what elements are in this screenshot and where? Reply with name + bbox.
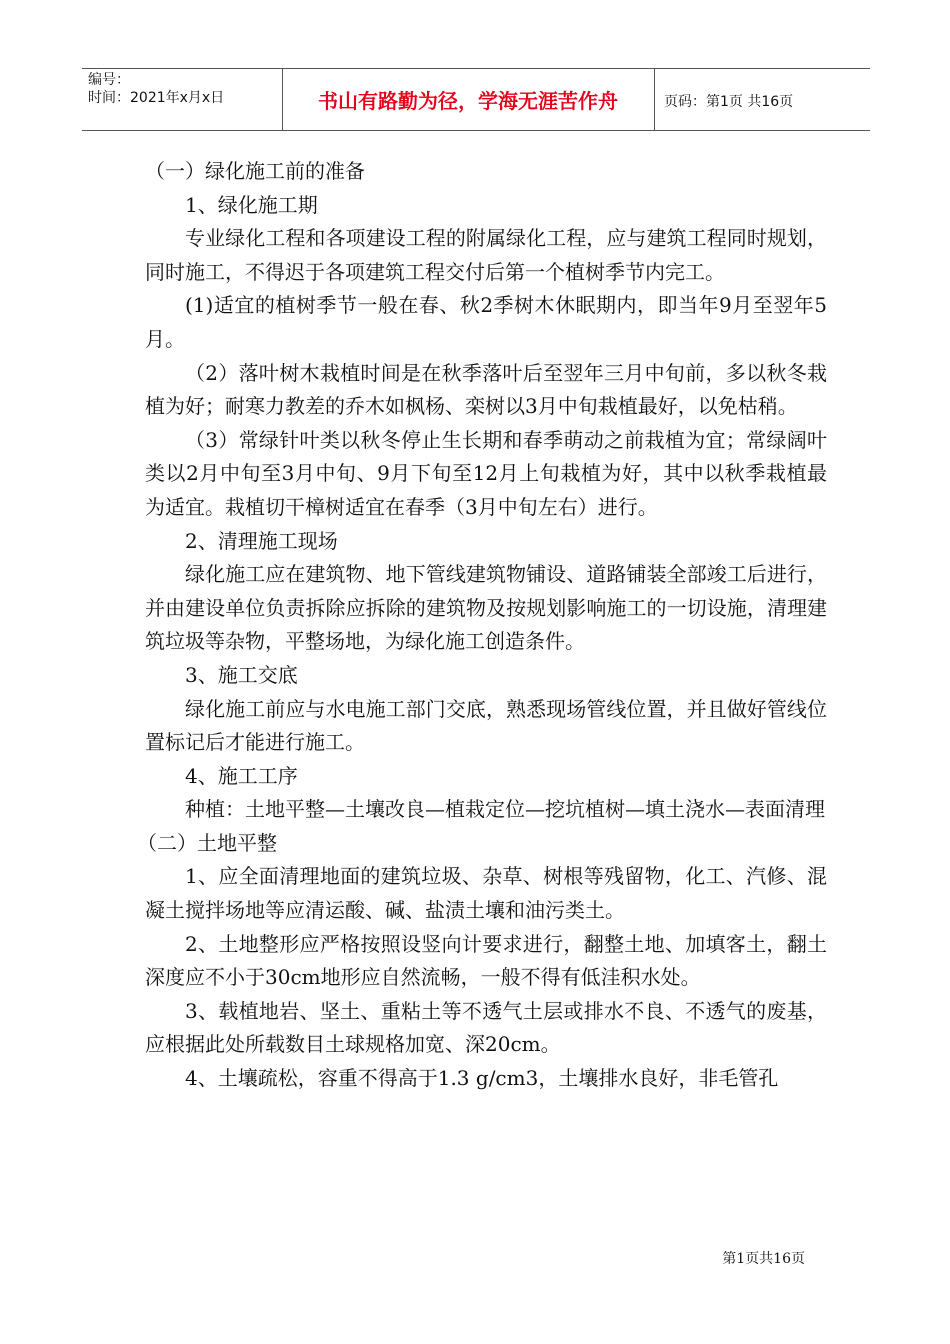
paragraph: （3）常绿针叶类以秋冬停止生长期和春季萌动之前栽植为宜；常绿阔叶类以2月中旬至3月中旬、9月下旬至12月上旬栽植为好，其中以秋季栽植最为适宜。栽植切干樟树适宜在春季（3月中旬左右）进行。	[145, 427, 827, 519]
page-footer: 第1页共16页	[722, 1251, 805, 1267]
header-meta-cell	[82, 69, 283, 130]
paragraph: 2、土地整形应严格按照设竖向计要求进行，翻整土地、加填客土，翻土深度应不小于30cm地形应自然流畅，一般不得有低洼积水处。	[145, 931, 827, 990]
subsection-heading: 4、施工工序	[185, 763, 298, 788]
section-heading: （二）土地平整	[137, 830, 277, 855]
header-page-label: 页码：第1页 共16页	[664, 94, 794, 110]
subsection-heading: 2、清理施工现场	[185, 528, 338, 553]
paragraph: 专业绿化工程和各项建设工程的附属绿化工程，应与建筑工程同时规划，同时施工，不得迟于各项建筑工程交付后第一个植树季节内完工。	[145, 226, 827, 284]
time-label: 时间：2021年x月x日	[88, 90, 225, 106]
number-label: 编号：	[88, 72, 130, 88]
subsection-heading: 3、施工交底	[185, 662, 298, 687]
paragraph: 1、应全面清理地面的建筑垃圾、杂草、树根等残留物，化工、汽修、混凝土搅拌场地等应清运酸、碱、盐渍土壤和油污类土。	[145, 864, 827, 923]
header-motto-cell	[282, 69, 655, 130]
subsection-heading: 1、绿化施工期	[185, 192, 318, 217]
motto-text: 书山有路勤为径，学海无涯苦作舟	[318, 89, 618, 113]
paragraph: (1)适宜的植树季节一般在春、秋2季树木休眠期内，即当年9月至翌年5月。	[145, 293, 827, 351]
document-body	[137, 155, 827, 1096]
paragraph: 种植：土地平整—土壤改良—植栽定位—挖坑植树—填土浇水—表面清理	[185, 797, 825, 822]
paragraph: 绿化施工前应与水电施工部门交底，熟悉现场管线位置，并且做好管线位置标记后才能进行施工。	[145, 696, 827, 755]
page-header	[82, 68, 870, 131]
paragraph: 3、载植地岩、坚土、重粘土等不透气土层或排水不良、不透气的废基，应根据此处所载数目土球规格加宽、深20cm。	[145, 998, 827, 1057]
paragraph: 绿化施工应在建筑物、地下管线建筑物铺设、道路铺装全部竣工后进行，并由建设单位负责拆除应拆除的建筑物及按规划影响施工的一切设施，清理建筑垃圾等杂物，平整场地，为绿化施工创造条件。	[145, 562, 827, 654]
paragraph: （2）落叶树木栽植时间是在秋季落叶后至翌年三月中旬前，多以秋冬栽植为好；耐寒力教差的乔木如枫杨、栾树以3月中旬栽植最好，以免枯稍。	[145, 360, 827, 419]
paragraph: 4、土壤疏松，容重不得高于1.3 g/cm3，土壤排水良好，非毛管孔	[185, 1066, 779, 1091]
header-page-cell	[654, 69, 870, 130]
section-heading: （一）绿化施工前的准备	[145, 159, 365, 183]
